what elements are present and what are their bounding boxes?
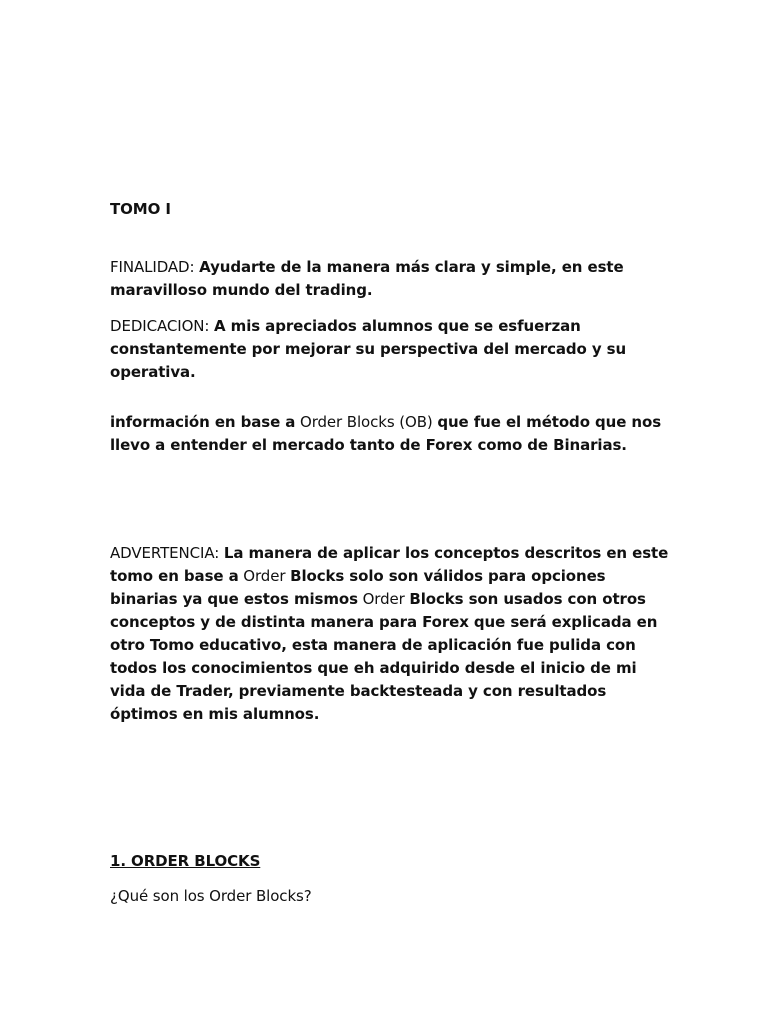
advertencia-text-3: Blocks son usados con otros conceptos y de distinta manera para Forex que será explicada en otro Tomo educativo, esta manera de aplicación fue pulida con todos los conocimientos que eh adquirido desde el inicio de mi vida de Trader, previamente backtesteada y con resultados óptimos en mis alumnos. (110, 590, 658, 723)
advertencia-text-1: La manera de aplicar los conceptos descritos en este tomo en base a (110, 544, 669, 585)
dedicacion-text: A mis apreciados alumnos que se esfuerzan constantemente por mejorar su perspectiva del mercado y su operativa. (110, 317, 627, 381)
advertencia-label: ADVERTENCIA: (110, 544, 220, 562)
info-highlight: Order Blocks (OB) (300, 413, 433, 431)
advertencia-paragraph (110, 542, 670, 726)
info-text-after: que fue el método que nos llevo a entender el mercado tanto de Forex como de Binarias. (110, 413, 662, 454)
finalidad-paragraph (110, 256, 670, 302)
advertencia-highlight-1: Order (243, 567, 286, 585)
dedicacion-paragraph (110, 315, 670, 384)
info-paragraph (110, 411, 670, 457)
info-text-before: información en base a (110, 413, 296, 431)
advertencia-text-2: Blocks solo son válidos para opciones binarias ya que estos mismos (110, 567, 606, 608)
finalidad-label: FINALIDAD: (110, 258, 195, 276)
document-title: TOMO I (110, 200, 171, 218)
advertencia-highlight-2: Order (362, 590, 405, 608)
section-heading: 1. ORDER BLOCKS (110, 852, 261, 870)
dedicacion-label: DEDICACION: (110, 317, 210, 335)
finalidad-text: Ayudarte de la manera más clara y simple, en este maravilloso mundo del trading. (110, 258, 624, 299)
question-text: ¿Qué son los Order Blocks? (110, 887, 312, 905)
